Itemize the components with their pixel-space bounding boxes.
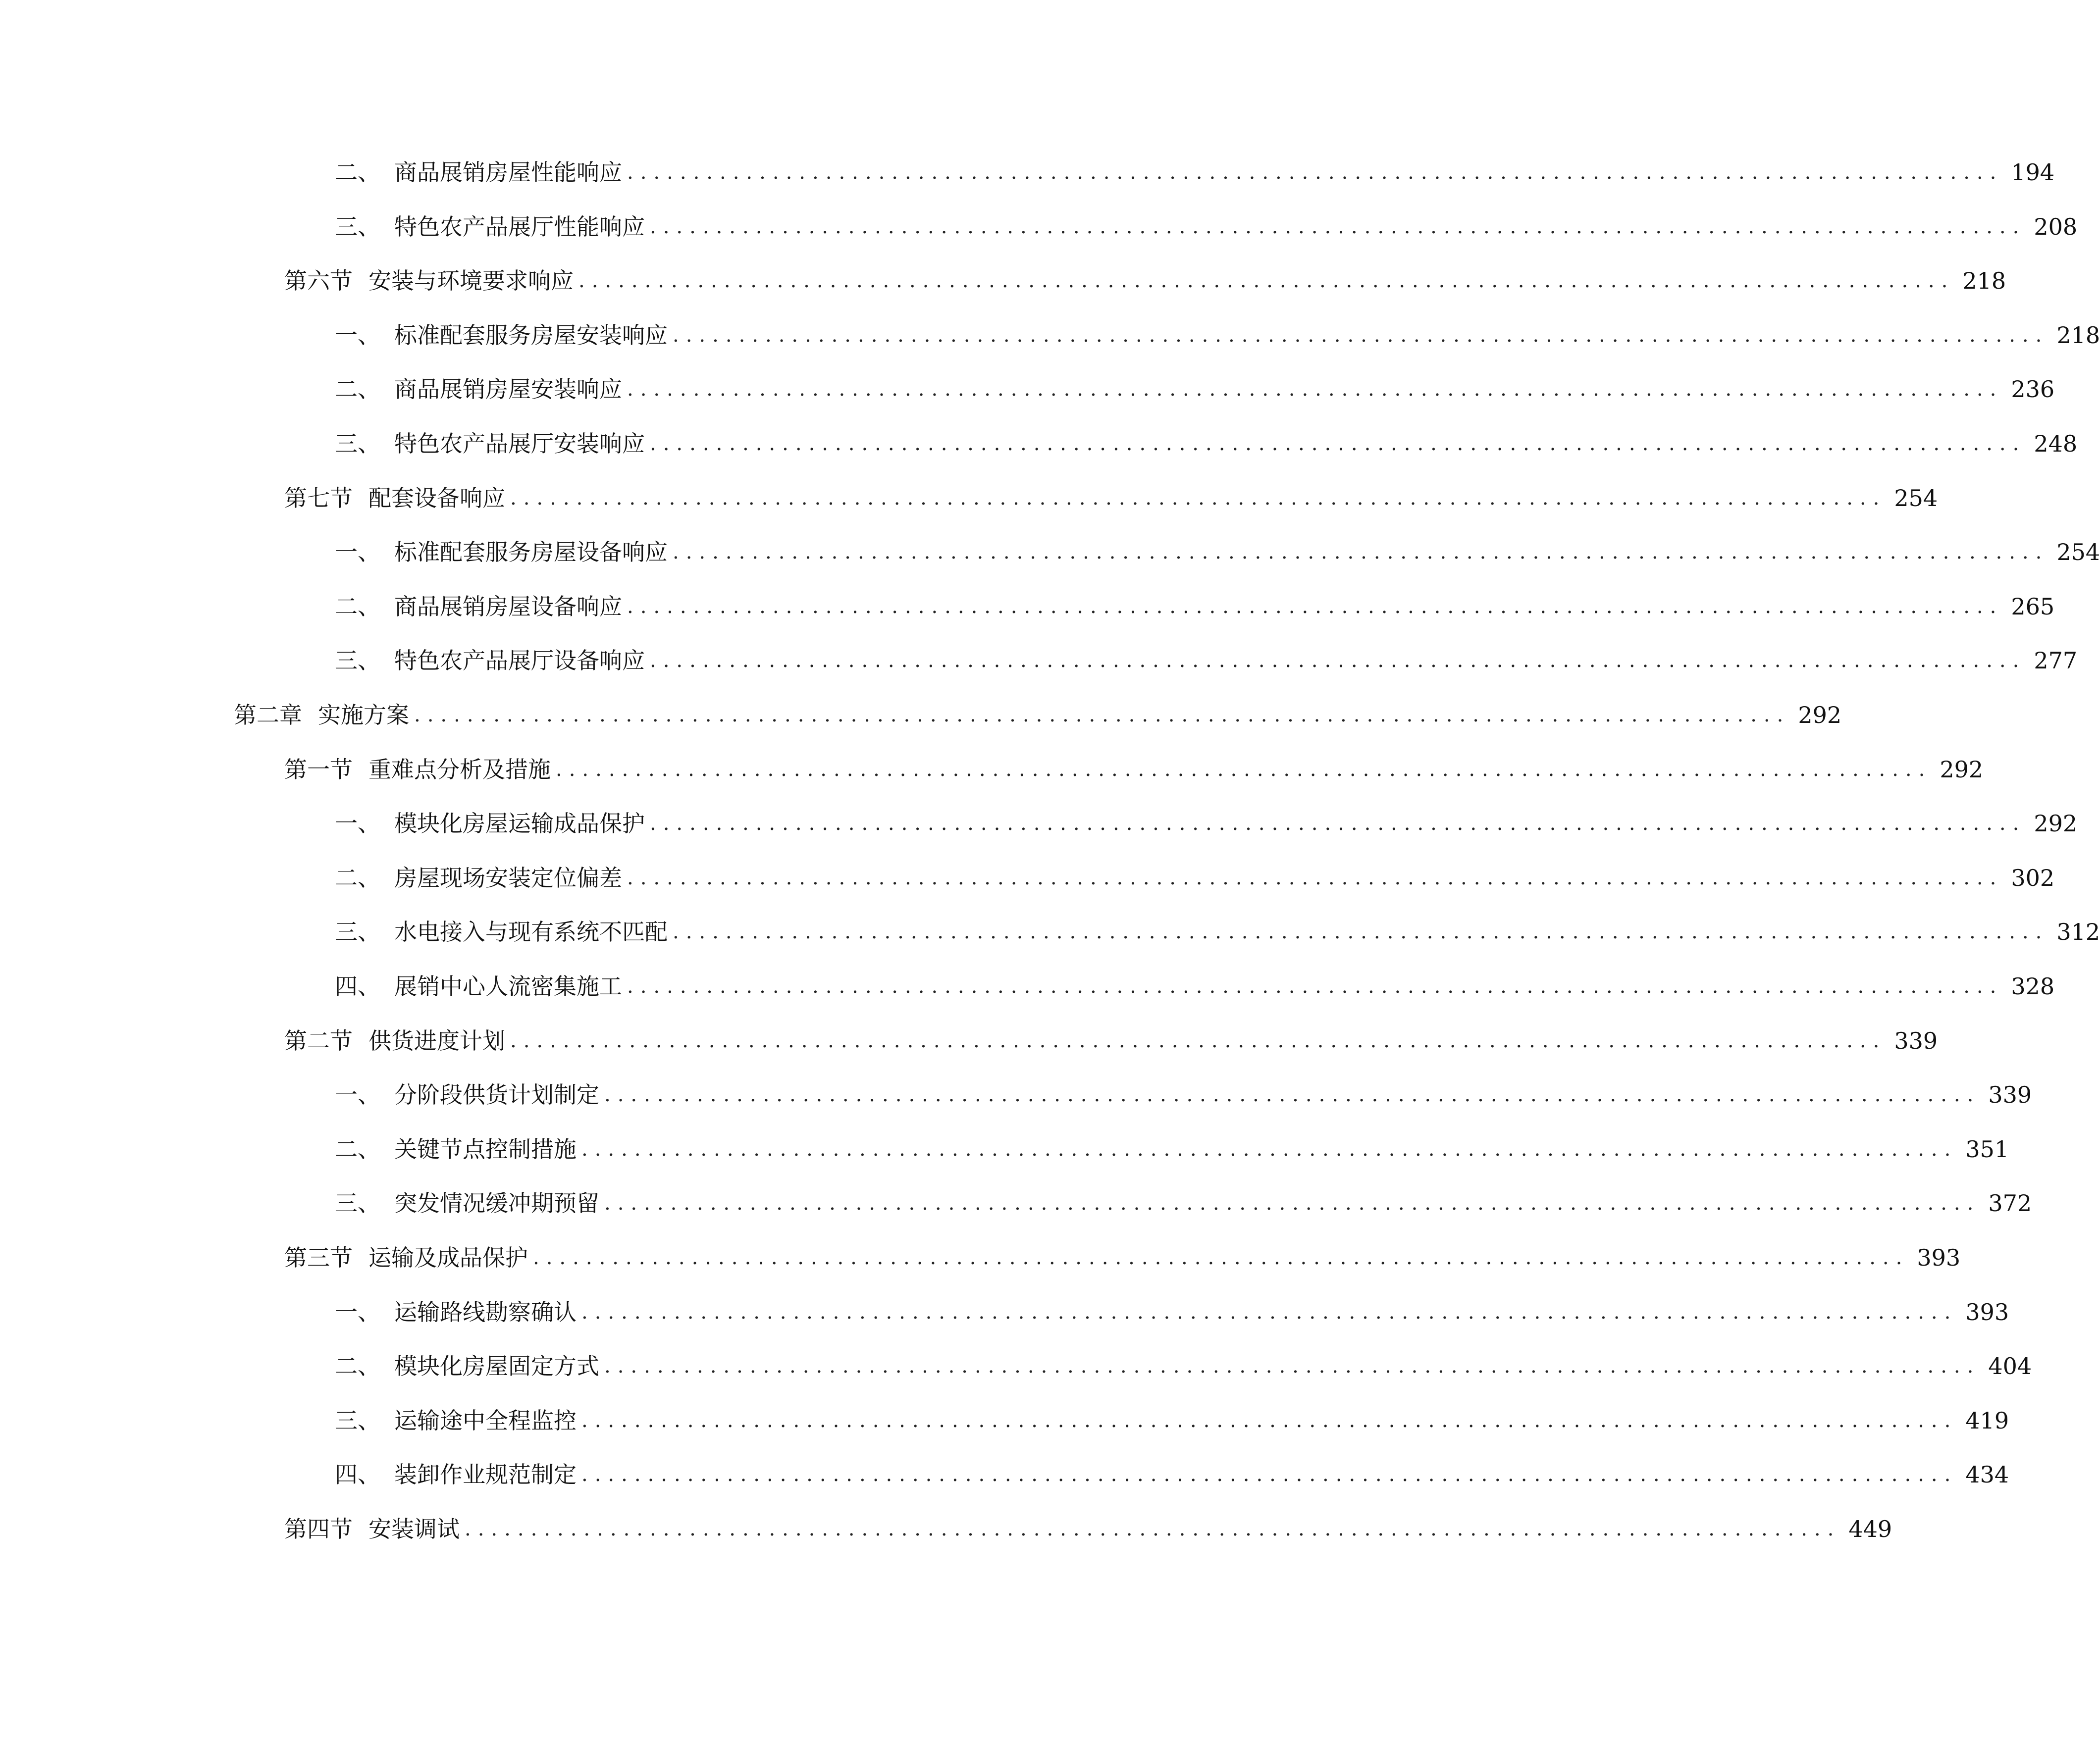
toc-entry[interactable] [335,1455,2009,1494]
toc-entry-number: 第六节 [284,267,353,294]
toc-dot-leader: ........................................................................................................ [510,487,1887,510]
toc-entry-number: 一、 [335,1081,380,1108]
toc-entry-page-number: 292 [1798,702,1842,728]
toc-entry-title: 供货进度计划 [368,1027,505,1054]
toc-dot-leader: ........................................................................................................ [556,758,1932,781]
toc-entry-page-number: 194 [2011,159,2055,186]
toc-entry-title: 安装调试 [368,1516,460,1542]
toc-entry-title: 标准配套服务房屋设备响应 [394,539,668,565]
toc-dot-leader: ........................................................................................................ [673,920,2049,943]
toc-entry-title: 突发情况缓冲期预留 [394,1190,599,1217]
toc-entry-number: 第三节 [284,1244,353,1271]
toc-entry-number: 第一节 [284,756,353,783]
toc-dot-leader: ........................................................................................................ [627,975,2003,998]
toc-entry[interactable] [335,369,2055,409]
toc-entry-number: 三、 [335,1407,380,1434]
toc-entry-number: 第七节 [284,485,353,511]
toc-entry-title: 配套设备响应 [368,485,505,511]
toc-entry-page-number: 393 [1917,1244,1961,1271]
toc-entry-page-number: 339 [1988,1081,2032,1108]
toc-dot-leader: ........................................................................................................ [604,1355,1981,1378]
toc-dot-leader: ........................................................................................................ [650,649,2026,672]
toc-entry-title: 商品展销房屋设备响应 [394,593,622,620]
toc-entry-title: 特色农产品展厅性能响应 [394,213,645,240]
toc-dot-leader: ........................................................................................................ [581,1138,1958,1161]
toc-entry[interactable] [335,1183,2032,1223]
toc-entry-page-number: 218 [1962,267,2006,294]
toc-entry-number: 第二章 [234,702,302,728]
toc-dot-leader: ........................................................................................................ [627,378,2003,401]
toc-entry-title: 运输路线勘察确认 [394,1299,577,1326]
toc-entry-page-number: 254 [1894,485,1938,511]
toc-entry-number: 四、 [335,1461,380,1488]
toc-entry[interactable] [284,1021,1938,1061]
toc-entry[interactable] [335,424,2078,463]
toc-entry-title: 水电接入与现有系统不匹配 [394,919,668,945]
toc-entry-title: 重难点分析及措施 [368,756,551,783]
toc-entry-page-number: 351 [1965,1136,2009,1163]
toc-dot-leader: ........................................................................................................ [510,1029,1887,1052]
toc-entry-title: 展销中心人流密集施工 [394,973,622,1000]
toc-entry-page-number: 292 [1940,756,1984,783]
toc-entry[interactable] [335,532,2100,572]
toc-entry-title: 标准配套服务房屋安装响应 [394,322,668,349]
toc-entry-number: 二、 [335,865,380,891]
toc-entry-page-number: 434 [1965,1461,2009,1488]
toc-entry-page-number: 208 [2034,213,2078,240]
toc-entry-title: 安装与环境要求响应 [368,267,574,294]
toc-dot-leader: ........................................................................................................ [673,541,2049,563]
toc-entry-number: 三、 [335,1190,380,1217]
toc-entry-title: 装卸作业规范制定 [394,1461,577,1488]
toc-entry[interactable] [335,641,2078,680]
toc-entry-number: 一、 [335,1299,380,1326]
toc-dot-leader: ........................................................................................................ [581,1409,1958,1432]
toc-entry[interactable] [284,261,2006,301]
toc-entry-page-number: 449 [1848,1516,1892,1542]
toc-entry-page-number: 339 [1894,1027,1938,1054]
toc-dot-leader: ........................................................................................................ [650,215,2026,238]
toc-entry[interactable] [335,1401,2009,1440]
toc-entry[interactable] [335,1075,2032,1115]
toc-entry[interactable] [335,967,2055,1006]
toc-entry[interactable] [284,1238,1961,1277]
toc-entry-number: 第四节 [284,1516,353,1542]
toc-dot-leader: ........................................................................................................ [581,1301,1958,1324]
toc-entry-page-number: 236 [2011,376,2055,403]
toc-entry-page-number: 419 [1965,1407,2009,1434]
toc-entry-title: 房屋现场安装定位偏差 [394,865,622,891]
toc-dot-leader: ........................................................................................................ [465,1518,1841,1540]
toc-entry-number: 一、 [335,539,380,565]
toc-entry-title: 运输途中全程监控 [394,1407,577,1434]
toc-entry-page-number: 302 [2011,865,2055,891]
toc-entry[interactable] [284,478,1938,518]
toc-entry-page-number: 372 [1988,1190,2032,1217]
toc-entry-number: 二、 [335,1136,380,1163]
toc-entry[interactable] [335,1129,2009,1169]
toc-entry[interactable] [335,1346,2032,1386]
toc-entry[interactable] [335,207,2078,247]
toc-dot-leader: ........................................................................................................ [673,324,2049,347]
toc-entry-page-number: 292 [2034,810,2078,837]
toc-entry-title: 关键节点控制措施 [394,1136,577,1163]
toc-entry-number: 三、 [335,430,380,457]
toc-entry[interactable] [284,1509,1892,1549]
toc-dot-leader: ........................................................................................................ [627,161,2003,184]
toc-entry-page-number: 312 [2056,919,2100,945]
toc-entry-number: 三、 [335,213,380,240]
toc-entry-number: 一、 [335,810,380,837]
toc-entry-title: 商品展销房屋性能响应 [394,159,622,186]
toc-entry-title: 模块化房屋运输成品保护 [394,810,645,837]
toc-entry-page-number: 393 [1965,1299,2009,1326]
toc-entry-number: 三、 [335,647,380,674]
toc-entry-page-number: 265 [2011,593,2055,620]
toc-dot-leader: ........................................................................................................ [604,1083,1981,1106]
toc-entry-page-number: 254 [2056,539,2100,565]
toc-entry-page-number: 404 [1988,1353,2032,1379]
toc-entry-number: 二、 [335,593,380,620]
toc-entry-number: 二、 [335,159,380,186]
toc-entry-number: 三、 [335,919,380,945]
toc-entry[interactable] [335,912,2100,952]
toc-entry-page-number: 218 [2056,322,2100,349]
toc-dot-leader: ........................................................................................................ [627,867,2003,889]
toc-entry-number: 二、 [335,1353,380,1379]
toc-dot-leader: ........................................................................................................ [414,704,1790,726]
toc-entry-number: 一、 [335,322,380,349]
toc-entry-title: 模块化房屋固定方式 [394,1353,599,1379]
toc-dot-leader: ........................................................................................................ [533,1246,1909,1269]
toc-entry-title: 特色农产品展厅设备响应 [394,647,645,674]
toc-entry[interactable] [335,1292,2009,1332]
toc-entry-title: 实施方案 [318,702,409,728]
toc-entry-page-number: 248 [2034,430,2078,457]
toc-dot-leader: ........................................................................................................ [604,1192,1981,1215]
toc-dot-leader: ........................................................................................................ [627,595,2003,618]
toc-dot-leader: ........................................................................................................ [581,1463,1958,1486]
toc-entry-title: 分阶段供货计划制定 [394,1081,599,1108]
toc-entry-page-number: 328 [2011,973,2055,1000]
toc-entry[interactable] [335,804,2078,843]
toc-dot-leader: ........................................................................................................ [578,269,1955,292]
toc-entry-number: 四、 [335,973,380,1000]
toc-entry-title: 特色农产品展厅安装响应 [394,430,645,457]
toc-entry[interactable] [335,858,2055,898]
toc-entry-title: 商品展销房屋安装响应 [394,376,622,403]
toc-entry-number: 二、 [335,376,380,403]
toc-entry-title: 运输及成品保护 [368,1244,528,1271]
toc-entry[interactable] [335,153,2055,192]
toc-dot-leader: ........................................................................................................ [650,812,2026,835]
toc-entry[interactable] [335,587,2055,626]
toc-entry[interactable] [234,695,1842,735]
toc-entry[interactable] [335,315,2100,355]
toc-entry[interactable] [284,750,1984,789]
toc-dot-leader: ........................................................................................................ [650,432,2026,455]
toc-entry-number: 第二节 [284,1027,353,1054]
toc-entry-page-number: 277 [2034,647,2078,674]
